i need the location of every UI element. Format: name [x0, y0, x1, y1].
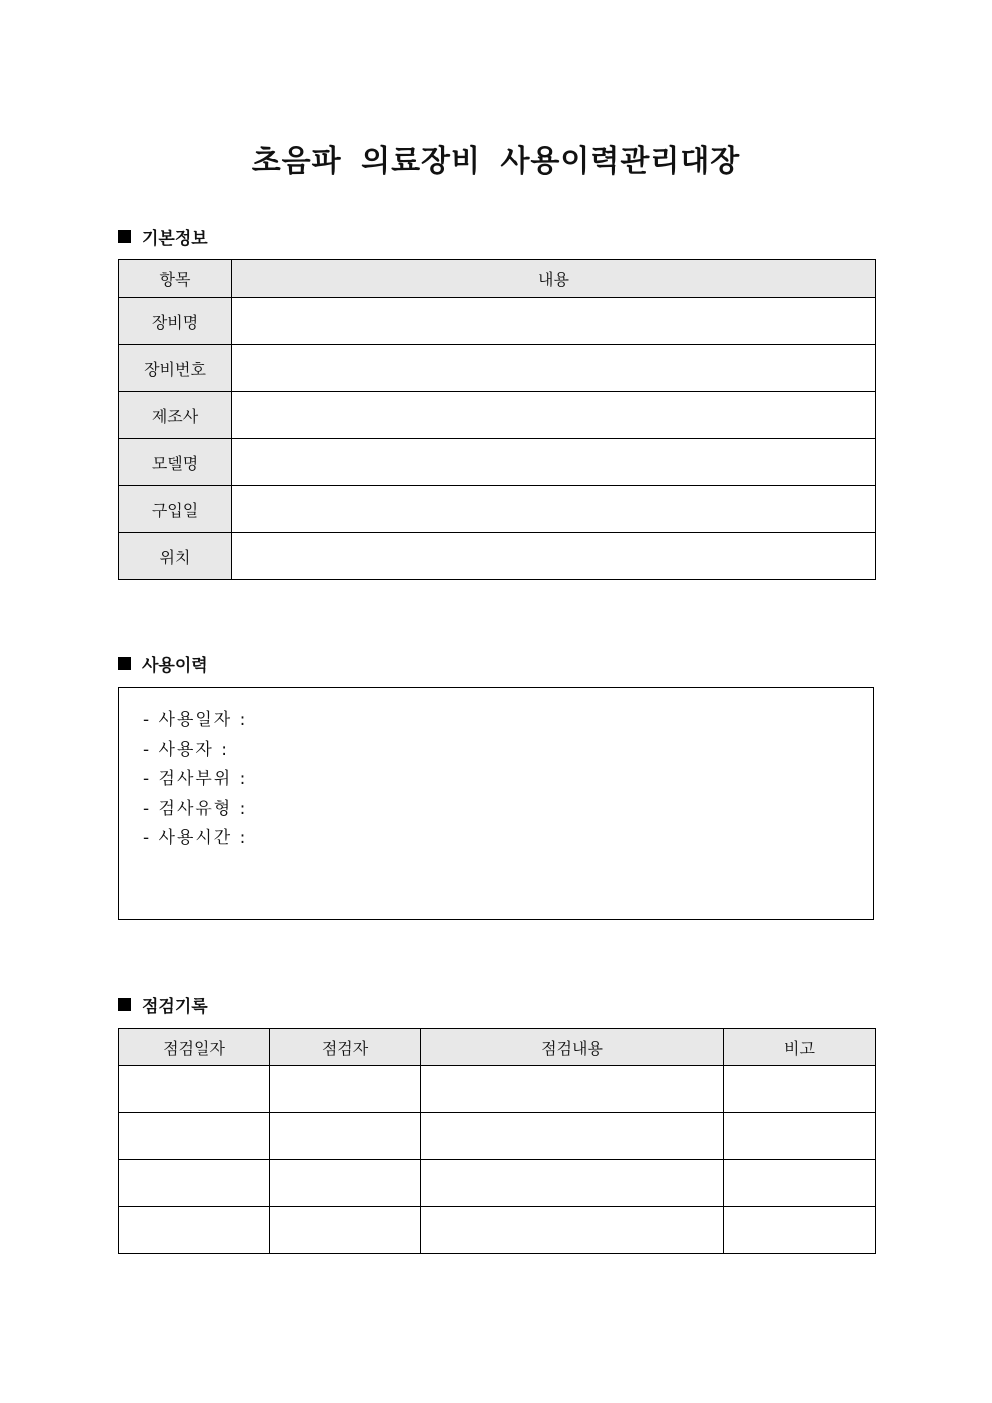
column-header-content: 내용: [232, 260, 876, 298]
table-header-row: [119, 1029, 876, 1066]
exam-area-field: - 검사부위 :: [143, 769, 248, 789]
remarks-cell[interactable]: [724, 1207, 876, 1254]
model-name-field[interactable]: [232, 439, 876, 486]
inspector-cell[interactable]: [270, 1066, 421, 1113]
table-row: [119, 392, 876, 439]
section-title: 사용이력: [142, 656, 208, 676]
column-header-remarks: 비고: [724, 1029, 876, 1066]
row-label: 제조사: [119, 392, 232, 439]
column-header-item: 항목: [119, 260, 232, 298]
row-label: 장비번호: [119, 345, 232, 392]
inspector-cell[interactable]: [270, 1113, 421, 1160]
column-header-details: 점검내용: [421, 1029, 724, 1066]
usage-history-box[interactable]: [118, 687, 874, 920]
purchase-date-field[interactable]: [232, 486, 876, 533]
table-row: [119, 1160, 876, 1207]
inspection-table: [118, 1028, 876, 1254]
table-header-row: [119, 260, 876, 298]
remarks-cell[interactable]: [724, 1113, 876, 1160]
usage-date-field: - 사용일자 :: [143, 710, 248, 730]
column-header-inspector: 점검자: [270, 1029, 421, 1066]
table-row: [119, 1113, 876, 1160]
inspection-date-cell[interactable]: [119, 1066, 270, 1113]
inspection-date-cell[interactable]: [119, 1207, 270, 1254]
remarks-cell[interactable]: [724, 1160, 876, 1207]
inspector-cell[interactable]: [270, 1207, 421, 1254]
basic-info-table: [118, 259, 876, 580]
inspection-date-cell[interactable]: [119, 1113, 270, 1160]
row-label: 구입일: [119, 486, 232, 533]
exam-type-field: - 검사유형 :: [143, 798, 248, 819]
remarks-cell[interactable]: [724, 1066, 876, 1113]
section-title: 점검기록: [142, 997, 208, 1017]
inspection-date-cell[interactable]: [119, 1160, 270, 1207]
row-label: 모델명: [119, 439, 232, 486]
inspection-details-cell[interactable]: [421, 1160, 724, 1207]
column-header-date: 점검일자: [119, 1029, 270, 1066]
row-label: 장비명: [119, 298, 232, 345]
inspector-cell[interactable]: [270, 1160, 421, 1207]
table-row: [119, 345, 876, 392]
inspection-details-cell[interactable]: [421, 1207, 724, 1254]
location-field[interactable]: [232, 533, 876, 580]
usage-time-field: - 사용시간 :: [143, 828, 248, 848]
section-heading-inspection: [118, 992, 208, 1017]
equipment-number-field[interactable]: [232, 345, 876, 392]
square-bullet-icon: [118, 230, 131, 243]
inspection-details-cell[interactable]: [421, 1113, 724, 1160]
row-label: 위치: [119, 533, 232, 580]
table-row: [119, 298, 876, 345]
inspection-details-cell[interactable]: [421, 1066, 724, 1113]
table-row: [119, 533, 876, 580]
table-row: [119, 439, 876, 486]
square-bullet-icon: [118, 657, 131, 670]
section-heading-basic-info: [118, 224, 208, 249]
square-bullet-icon: [118, 998, 131, 1011]
table-row: [119, 1207, 876, 1254]
section-title: 기본정보: [142, 229, 208, 249]
table-row: [119, 486, 876, 533]
user-field: - 사용자 :: [143, 739, 229, 760]
usage-field-list: [143, 706, 247, 854]
section-heading-usage-history: [118, 651, 208, 676]
equipment-name-field[interactable]: [232, 298, 876, 345]
manufacturer-field[interactable]: [232, 392, 876, 439]
table-row: [119, 1066, 876, 1113]
page-title: 초음파 의료장비 사용이력관리대장: [251, 144, 741, 179]
